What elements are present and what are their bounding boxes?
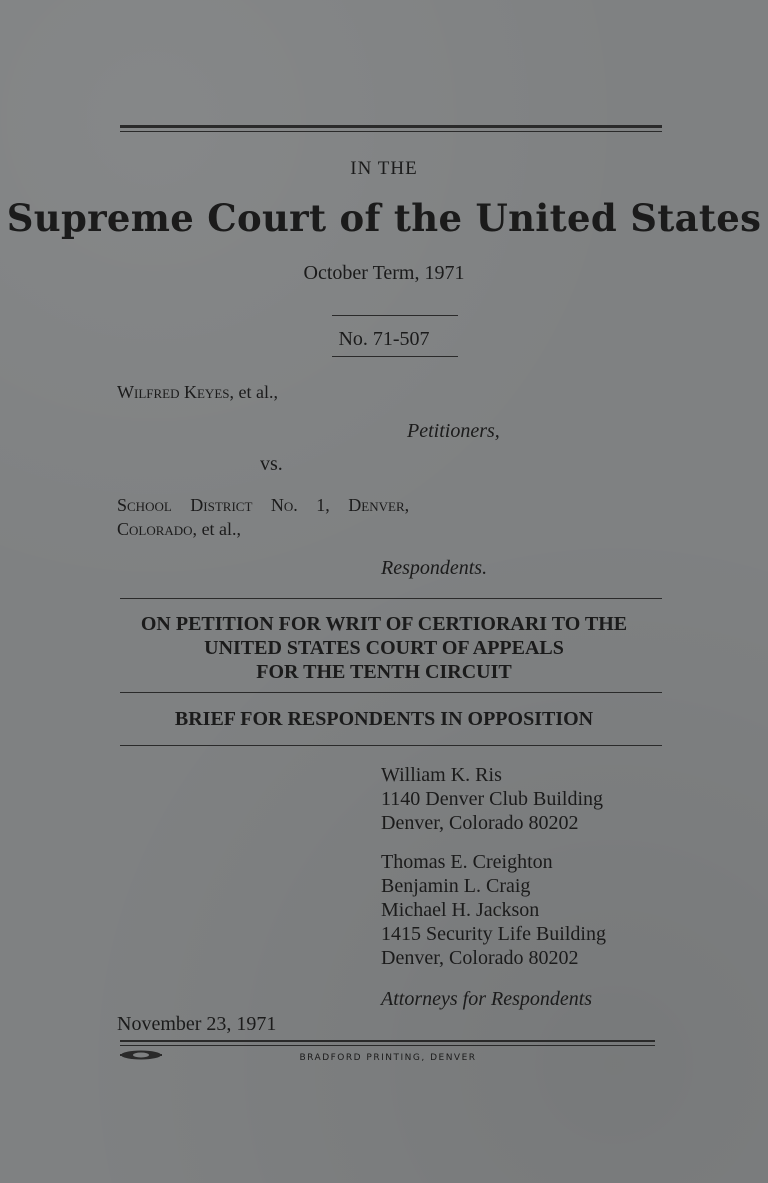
petitioner-role: Petitioners, (407, 420, 500, 442)
top-rule-thick (120, 125, 662, 128)
counsel-line: 1140 Denver Club Building (381, 788, 604, 810)
respondent-line1-text: School District No. 1, Denver, (117, 495, 410, 515)
brief-title: BRIEF FOR RESPONDENTS IN OPPOSITION (174, 708, 594, 730)
counsel-line: Benjamin L. Craig (381, 875, 531, 897)
petition-line3: FOR THE TENTH CIRCUIT (256, 661, 512, 683)
docket-rule-bottom (332, 356, 458, 357)
docket-number: No. 71-507 (338, 328, 430, 350)
counsel-line: Michael H. Jackson (381, 899, 540, 921)
counsel-group-2 (381, 850, 606, 970)
brief-rule-bottom (120, 745, 662, 746)
petitioner-name (117, 382, 278, 403)
counsel-group-1 (381, 763, 603, 835)
counsel-line: William K. Ris (381, 764, 502, 786)
counsel-line: Denver, Colorado 80202 (381, 947, 579, 969)
petition-block (0, 612, 768, 684)
court-title: Supreme Court of the United States (6, 196, 762, 240)
respondent-etal: et al., (201, 519, 242, 539)
petition-rule-bottom (120, 692, 662, 693)
filing-date: November 23, 1971 (117, 1013, 277, 1035)
respondent-role: Respondents. (381, 557, 488, 579)
petitioner-etal: et al., (238, 382, 278, 402)
counsel-line: 1415 Security Life Building (381, 923, 606, 945)
top-rule-thin (120, 131, 662, 132)
petition-line2: UNITED STATES COURT OF APPEALS (204, 637, 564, 659)
bottom-rule-thin (120, 1045, 655, 1046)
versus-label: vs. (260, 453, 283, 475)
counsel-line: Denver, Colorado 80202 (381, 812, 579, 834)
counsel-line: Thomas E. Creighton (381, 851, 553, 873)
attorneys-label: Attorneys for Respondents (381, 988, 593, 1010)
respondent-line1 (117, 495, 517, 516)
bottom-rule-thick (120, 1040, 655, 1042)
term-label: October Term, 1971 (303, 262, 465, 284)
petitioner-name-text: Wilfred Keyes, (117, 382, 234, 402)
docket-rule-top (332, 315, 458, 316)
printer-imprint: BRADFORD PRINTING, DENVER (299, 1053, 477, 1063)
respondent-line2 (117, 519, 241, 540)
in-the-label: IN THE (350, 158, 418, 179)
respondent-line2-text: Colorado, (117, 519, 198, 539)
petition-rule-top (120, 598, 662, 599)
petition-line1: ON PETITION FOR WRIT OF CERTIORARI TO THE (140, 613, 628, 635)
